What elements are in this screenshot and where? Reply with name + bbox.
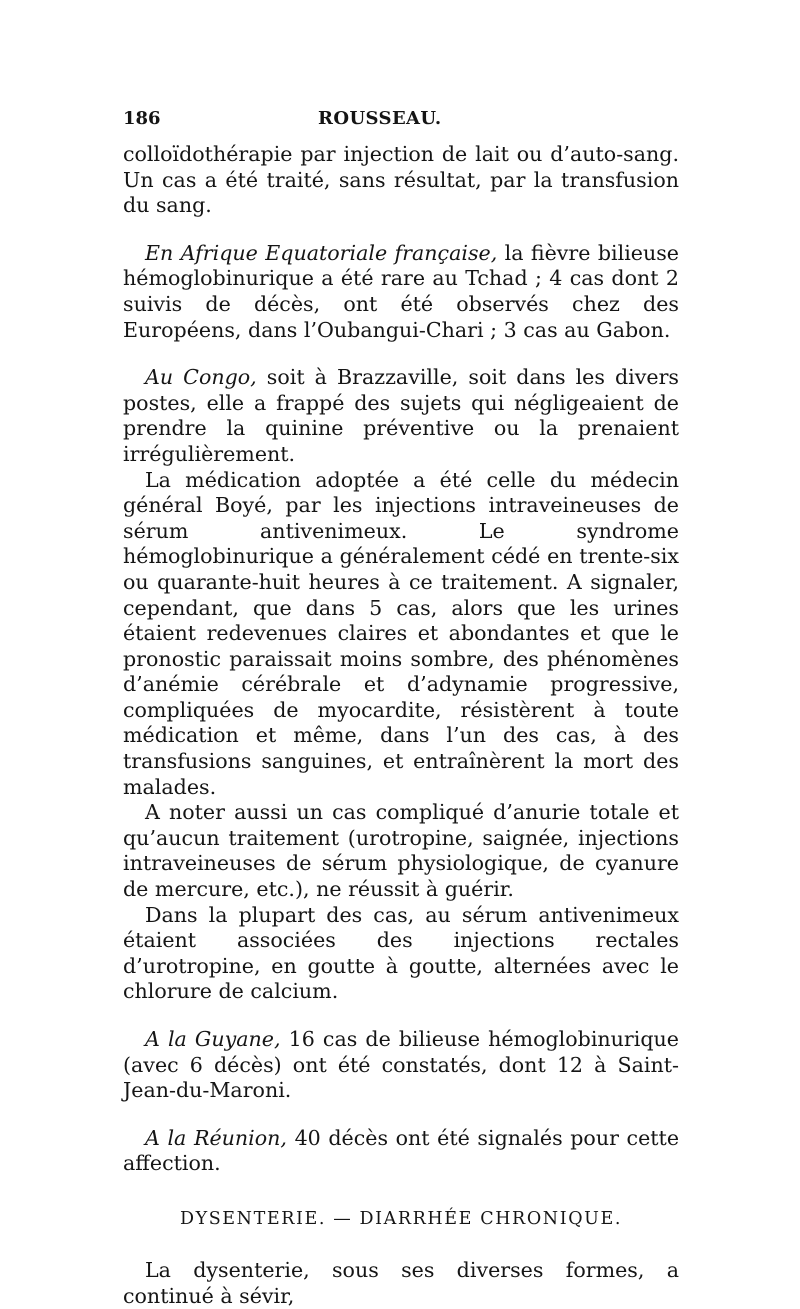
- place-congo: Au Congo,: [145, 365, 257, 390]
- paragraph-congo: [123, 365, 679, 467]
- paragraph-guyane-text: 16 cas de bilieuse hémoglobinurique (avec 6 décès) ont été constatés, dont 12 à Saint-Jean-du-Maroni.: [123, 1027, 679, 1103]
- page-header: [123, 108, 679, 142]
- paragraph-urotropine: Dans la plupart des cas, au sérum antivenimeux étaient associées des injections rectales d’urotropine, en goutte à goutte, alternées avec le chlorure de calcium.: [123, 902, 679, 1004]
- paragraph-medication: La médication adoptée a été celle du médecin général Boyé, par les injections intraveineuses de sérum antivenimeux. Le syndrome hémoglobinurique a généralement cédé en trente-six ou quarante-huit heures à ce traitement. A signaler, cependant, que dans 5 cas, alors que les urines étaient redevenues claires et abondantes et que le pronostic paraissait moins sombre, des phénomènes d’anémie cérébrale et d’adynamie progressive, compliquées de myocardite, résistèrent à toute médication et même, dans l’un des cas, à des transfusions sanguines, et entraînèrent la mort des malades.: [123, 467, 679, 799]
- place-guyane: A la Guyane,: [145, 1027, 281, 1051]
- paragraph-guyane: [123, 1027, 679, 1104]
- paragraph-congo-text: soit à Brazzaville, soit dans les divers postes, elle a frappé des sujets qui négligeaient de prendre la quinine préventive ou la prenaient irrégulièrement.: [123, 365, 679, 466]
- paragraph-reunion: [123, 1126, 679, 1177]
- page-number: 186: [123, 108, 161, 129]
- paragraph-dysenterie: La dysenterie, sous ses diverses formes, a continué à sévir,: [123, 1257, 679, 1308]
- document-page: [123, 108, 679, 1309]
- running-head: ROUSSEAU.: [318, 108, 442, 129]
- paragraph-anurie: A noter aussi un cas compliqué d’anurie totale et qu’aucun traitement (urotropine, saignée, injections intraveineuses de sérum physiologique, de cyanure de mercure, etc.), ne réussit à guérir.: [123, 800, 679, 902]
- place-reunion: A la Réunion,: [145, 1125, 287, 1150]
- place-afrique-equatoriale: En Afrique Equatoriale française,: [145, 240, 498, 265]
- paragraph-colloidotherapie: colloïdothérapie par injection de lait ou d’auto-sang. Un cas a été traité, sans résultat, par la transfusion du sang.: [123, 142, 679, 218]
- paragraph-afrique-equatoriale: [123, 241, 679, 343]
- paragraph-afrique-text: la fièvre bilieuse hémoglobinurique a été rare au Tchad ; 4 cas dont 2 suivis de décès, ont été observés chez des Européens, dans l’Oubangui-Chari ; 3 cas au Gabon.: [123, 240, 679, 342]
- section-heading-dysenterie: DYSENTERIE. — DIARRHÉE CHRONIQUE.: [179, 1208, 623, 1229]
- paragraph-reunion-text: 40 décès ont été signalés pour cette affection.: [123, 1125, 680, 1176]
